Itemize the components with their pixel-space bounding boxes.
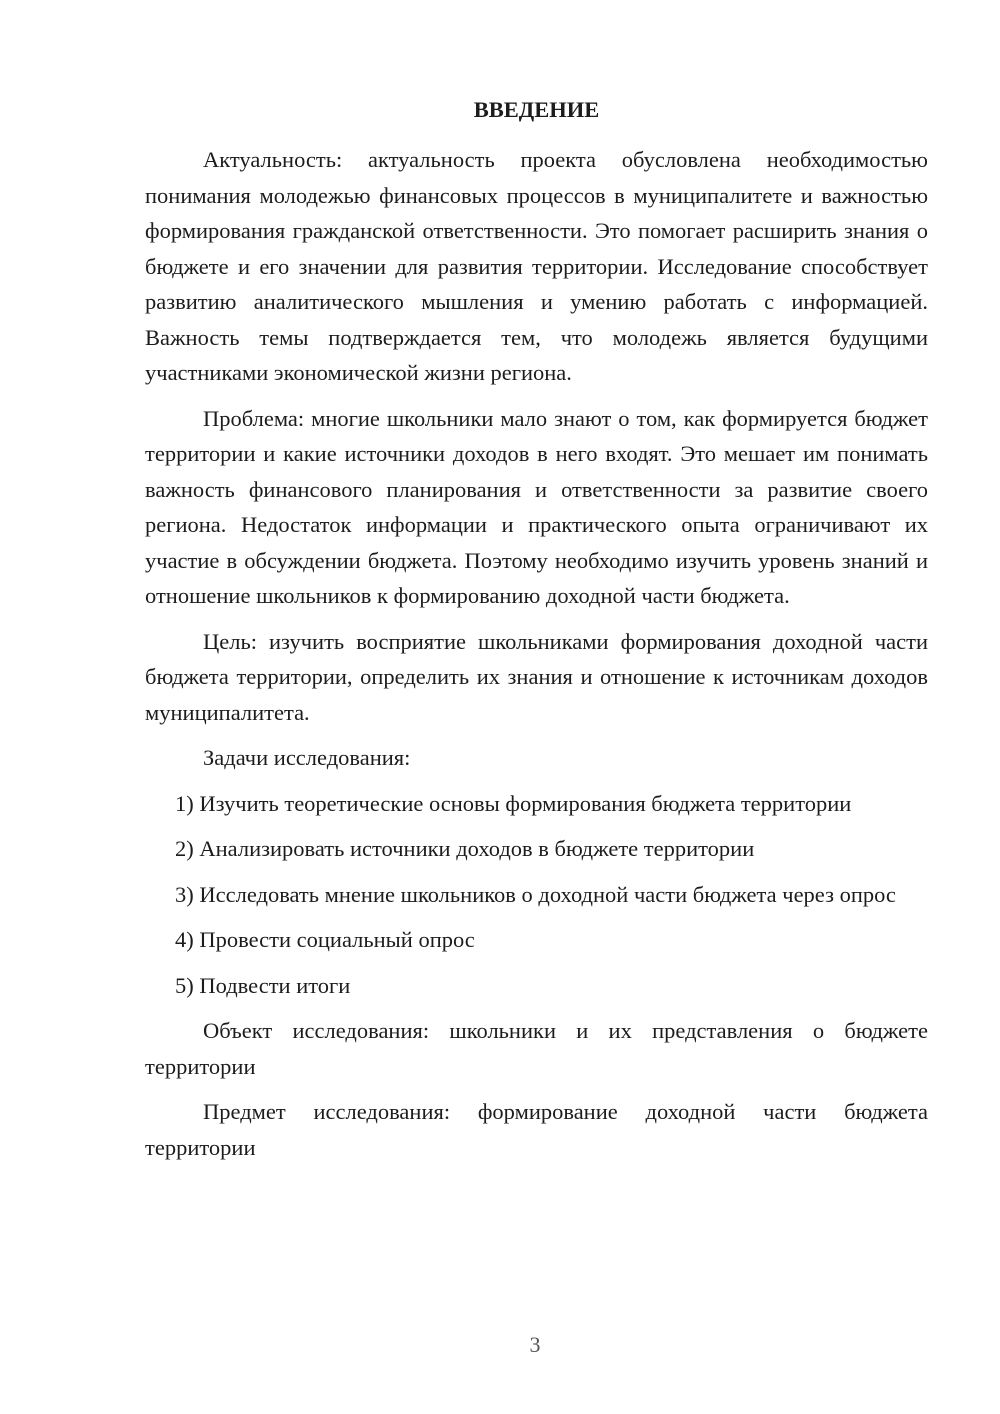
tasks-title: Задачи исследования: bbox=[203, 745, 411, 770]
paragraph-goal: Цель: изучить восприятие школьниками формирования доходной части бюджета территории, определить их знания и отношение к источникам доходов муниципалитета. bbox=[145, 628, 928, 725]
task-item: 2) Анализировать источники доходов в бюджете территории bbox=[175, 836, 755, 861]
paragraph-relevance: Актуальность: актуальность проекта обусловлена необходимостью понимания молодежью финансовых процессов в муниципалитете и важностью формирования гражданской ответственности. Это помогает расширить знания о бюджете и его значении для развития территории. Исследование способствует развитию аналитического мышления и умению работать с информацией. Важность темы подтверждается тем, что молодежь является будущими участниками экономической жизни региона. bbox=[145, 147, 928, 385]
paragraph-subject: Предмет исследования: формирование доходной части бюджета территории bbox=[145, 1099, 928, 1160]
paragraph-object: Объект исследования: школьники и их представления о бюджете территории bbox=[145, 1018, 928, 1079]
section-heading: ВВЕДЕНИЕ bbox=[473, 97, 600, 122]
paragraph-problem: Проблема: многие школьники мало знают о том, как формируется бюджет территории и какие источники доходов в него входят. Это мешает им понимать важность финансового планирования и ответственности за развитие своего региона. Недостаток информации и практического опыта ограничивают их участие в обсуждении бюджета. Поэтому необходимо изучить уровень знаний и отношение школьников к формированию доходной части бюджета. bbox=[145, 405, 928, 608]
task-item: 1) Изучить теоретические основы формирования бюджета территории bbox=[175, 790, 852, 816]
page-number: 3 bbox=[529, 1332, 541, 1357]
task-item: 5) Подвести итоги bbox=[175, 972, 351, 998]
task-item: 4) Провести социальный опрос bbox=[175, 927, 475, 952]
page-content bbox=[145, 90, 928, 1175]
task-list bbox=[145, 786, 928, 1004]
task-item: 3) Исследовать мнение школьников о доходной части бюджета через опрос bbox=[175, 881, 896, 907]
